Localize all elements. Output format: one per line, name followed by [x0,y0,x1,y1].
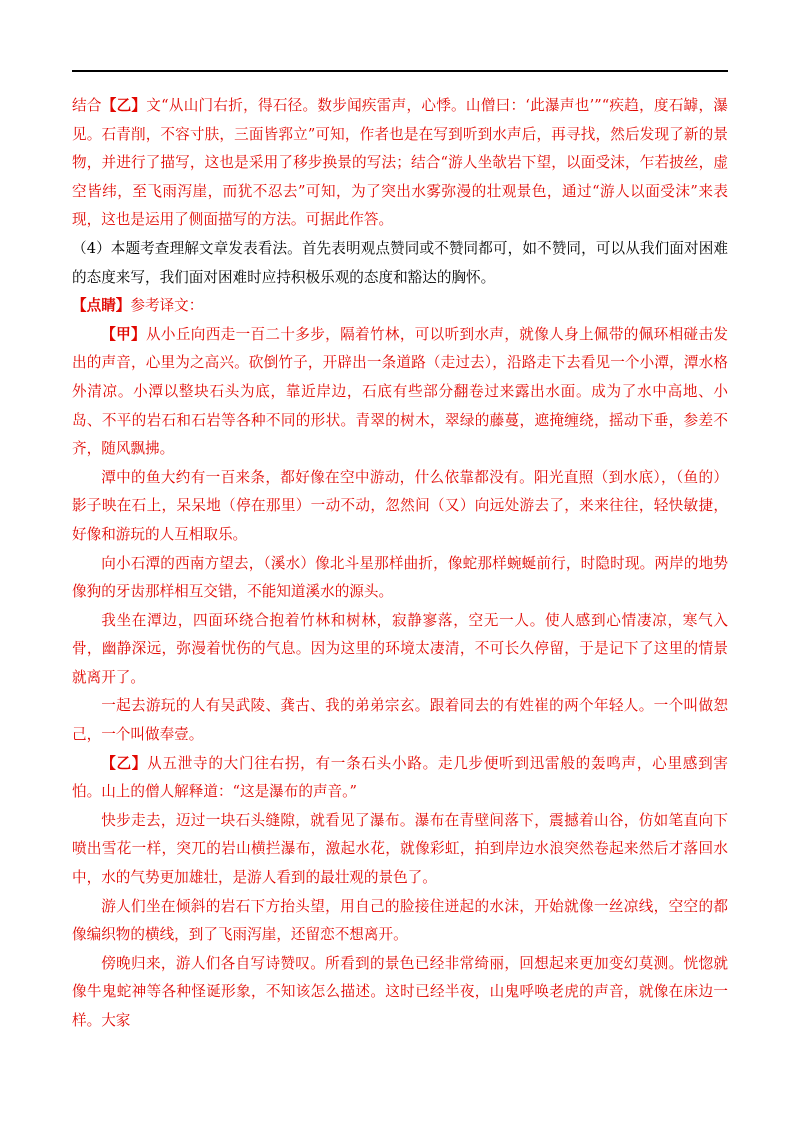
translation-jia-paragraph-4 [72,607,728,693]
yi-p4-text: 傍晚归来，游人们各自写诗赞叹。所看到的景色已经非常绮丽，回想起来更加变幻莫测。恍惚就像牛鬼蛇神等各种怪诞形象，不知该怎么描述。这时已经半夜，山鬼呼唤老虎的声音，就像在床边一样。大家 [72,954,728,1029]
yi-translation-bracket-label: 【乙】 [101,754,148,772]
point-heading-text: 参考译文： [130,297,204,315]
jia-p4-text: 我坐在潭边，四面环绕合抱着竹林和树林，寂静寥落，空无一人。使人感到心情凄凉，寒气入骨，幽静深远，弥漫着忧伤的气息。因为这里的环境太凄清，不可长久停留，于是记下了这里的情景就离开了。 [72,611,728,686]
yi-p2-text: 快步走去，迈过一块石头缝隙，就看见了瀑布。瀑布在青壁间落下，震撼着山谷，仿如笔直向下喷出雪花一样，突兀的岩山横拦瀑布，激起水花，就像彩虹，拍到岸边水浪突然卷起来然后才落回水中，水的气势更加雄壮，是游人看到的最壮观的景色了。 [72,811,728,887]
analysis-paragraph-1 [72,92,728,235]
translation-jia-paragraph-3 [72,550,728,607]
yi-bracket-label: 【乙】 [101,97,147,114]
jia-p1-text: 从小丘向西走一百二十多步，隔着竹林，可以听到水声，就像人身上佩带的佩环相碰击发出的声音，心里为之高兴。砍倒竹子，开辟出一条道路（走过去），沿路走下去看见一个小潭，潭水格外清凉。小潭以整块石头为底，靠近岸边，石底有些部分翻卷过来露出水面。成为了水中高地、小岛、不平的岩石和石岩等各种不同的形状。青翠的树木，翠绿的藤蔓，遮掩缠绕，摇动下垂，参差不齐，随风飘拂。 [72,325,728,458]
translation-jia-paragraph-2 [72,464,728,550]
translation-yi-paragraph-3 [72,893,728,950]
translation-yi-paragraph-4 [72,950,728,1036]
translation-jia-paragraph-5 [72,692,728,749]
analysis-p2-text: （4）本题考查理解文章发表看法。首先表明观点赞同或不赞同都可，如不赞同，可以从我们面对困难的态度来写，我们面对困难时应持积极乐观的态度和豁达的胸怀。 [72,239,728,286]
analysis-paragraph-2 [72,235,728,292]
header-rule [72,70,728,72]
analysis-p1-prefix: 结合 [72,97,102,114]
document-body [72,92,728,1036]
point-bracket-label: 【点睛】 [72,297,131,315]
yi-p1-text: 从五泄寺的大门往右拐，有一条石头小路。走几步便听到迅雷般的轰鸣声，心里感到害怕。山上的僧人解释道：“这是瀑布的声音。” [72,754,728,801]
jia-p3-text: 向小石潭的西南方望去，（溪水）像北斗星那样曲折，像蛇那样蜿蜒前行，时隐时现。两岸的地势像狗的牙齿那样相互交错，不能知道溪水的源头。 [72,554,728,601]
jia-p5-text: 一起去游玩的人有吴武陵、龚古、我的弟弟宗玄。跟着同去的有姓崔的两个年轻人。一个叫做恕己，一个叫做奉壹。 [72,697,728,744]
point-heading [72,292,728,321]
jia-p2-text: 潭中的鱼大约有一百来条，都好像在空中游动，什么依靠都没有。阳光直照（到水底），（鱼的）影子映在石上，呆呆地（停在那里）一动不动，忽然间（又）向远处游去了，来来往往，轻快敏捷，好像和游玩的人互相取乐。 [72,468,728,543]
translation-jia-paragraph-1 [72,321,728,464]
translation-yi-paragraph-1 [72,750,728,807]
translation-yi-paragraph-2 [72,807,728,893]
analysis-p1-text: 文“从山门右折，得石径。数步闻疾雷声，心悸。山僧曰：‘此瀑声也’”“疾趋，度石罅，瀑见。石青削，不容寸肤，三面皆郛立”可知，作者也是在写到听到水声后，再寻找，然后发现了新的景物，并进行了描写，这也是采用了移步换景的写法；结合“游人坐欹岩下望，以面受沫，乍若披丝，虚空皆纬，至飞雨泻崖，而犹不忍去”可知，为了突出水雾弥漫的壮观景色，通过“游人以面受沫”来表现，这也是运用了侧面描写的方法。可据此作答。 [72,97,728,229]
yi-p3-text: 游人们坐在倾斜的岩石下方抬头望，用自己的脸接住迸起的水沫，开始就像一丝凉线，空空的都像编织物的横线，到了飞雨泻崖，还留恋不想离开。 [72,897,728,944]
jia-bracket-label: 【甲】 [101,325,146,343]
